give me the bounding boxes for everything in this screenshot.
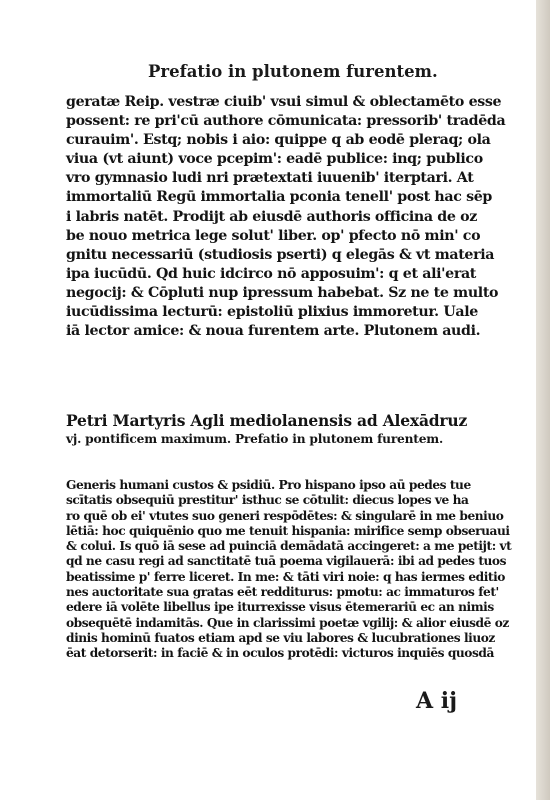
preface-text-block — [66, 93, 512, 341]
text-line: gnitu necessariū (studiosis pserti) q elegās & vt materia — [66, 246, 495, 263]
dedication-title-line: Petri Martyris Agli mediolanensis ad Alexādruz — [66, 411, 468, 430]
text-line: vro gymnasio ludi nri prætextati iuuenib' iterptari. At — [66, 170, 474, 187]
text-line: & colui. Is quō iā sese ad puinciā demādatā accingeret: a me petijt: vt — [66, 539, 512, 554]
text-line: ipa iucūdū. Qd huic idcirco nō apposuim': q et ali'erat — [66, 265, 477, 282]
text-line: scītatis obsequiū prestitur' isthuc se cōtulit: diecus lopes ve ha — [66, 493, 469, 508]
text-line: negocij: & Cōpluti nup ipressum habebat. Sz ne te multo — [66, 284, 499, 301]
dedication-subtitle-line: vj. pontificem maximum. Prefatio in plutonem furentem. — [66, 432, 443, 446]
text-line: beatissime p' ferre liceret. In me: & tāti viri noie: q has iermes editio — [66, 569, 505, 584]
page-edge — [536, 0, 550, 800]
text-line: possent: re pri'cū authore cōmunicata: pressorib' tradēda — [66, 113, 506, 130]
text-line: ēat detorserit: in faciē & in oculos protēdi: victuros inquiēs quosdā — [66, 646, 494, 661]
preface-heading: Prefatio in plutonem furentem. — [148, 62, 438, 81]
text-line: i labris natēt. Prodijt ab eiusdē authoris officina de oz — [66, 208, 477, 225]
text-line: iucūdissima lecturū: epistoliū plixius immoretur. Uale — [66, 304, 478, 321]
text-line: lētiā: hoc quiquēnio quo me tenuit hispania: mirifice semp obseruaui — [66, 523, 510, 538]
text-line: obsequētē indamitās. Que in clarissimi poetæ vgilij: & alior eiusdē oz — [66, 615, 509, 630]
text-line: dinis hominū fuatos etiam apd se viu labores & lucubrationes liuoz — [66, 630, 495, 645]
text-line: curauim'. Estq; nobis i aio: quippe q ab eodē pleraq; ola — [66, 132, 491, 149]
text-line: viua (vt aiunt) voce pcepim': eadē publice: inq; publico — [66, 151, 483, 168]
signature-mark: A ij — [416, 688, 458, 714]
text-line: iā lector amice: & noua furentem arte. Plutonem audi. — [66, 323, 481, 340]
dedication-text-block — [66, 478, 512, 662]
text-line: Generis humani custos & psidiū. Pro hispano ipso aū pedes tue — [66, 478, 471, 492]
text-line: edere iā volēte libellus ipe iturrexisse visus ētemerariū ec an nimis — [66, 600, 494, 615]
text-line: geratæ Reip. vestræ ciuib' vsui simul & oblectamēto esse — [66, 94, 502, 110]
text-line: nes auctoritate sua gratas eēt redditurus: pmotu: ac immaturos fet' — [66, 585, 499, 600]
text-line: ro quē ob ei' vtutes suo generi respōdētes: & singularē in me beniuo — [66, 508, 504, 523]
dedication-heading — [66, 411, 512, 448]
text-line: immortaliū Regū immortalia pconia tenell' post hac sēp — [66, 189, 492, 206]
text-line: be nouo metrica lege solut' liber. op' pfecto nō min' co — [66, 227, 481, 244]
text-line: qd ne casu regi ad sanctitatē tuā poema vigilauerā: ibi ad pedes tuos — [66, 554, 507, 569]
